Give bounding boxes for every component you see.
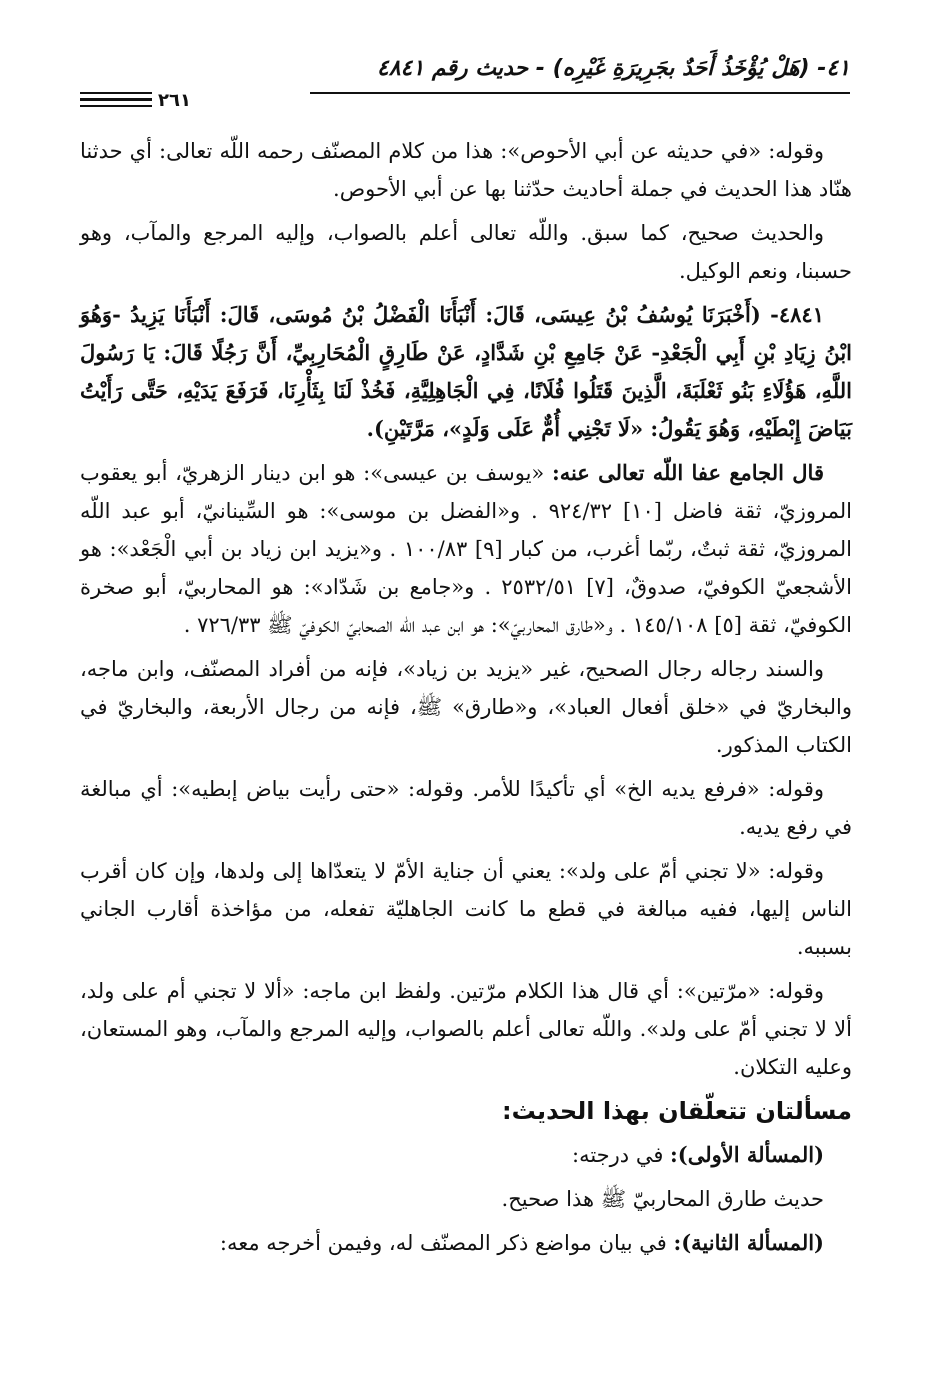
paragraph-twice: وقوله: «مرّتين»: أي قال هذا الكلام مرّتين. ولفظ ابن ماجه: «ألا لا تجني أم على ولد، ألا لا تجني أمّ على ولد». واللّه تعالى أعلم بالصواب، وإليه المرجع والمآب، وهو المستعان، وعليه التكلان. xyxy=(80,979,852,1079)
paragraph-mother-crime: وقوله: «لا تجني أمّ على ولد»: يعني أن جناية الأمّ لا يتعدّاها إلى ولدها، وإن كان أقرب الناس إليها، ففيه مبالغة في قطع ما كانت الجاهليّة تفعله، من مؤاخذة أقارب الجاني بسببه. xyxy=(80,859,852,959)
page-header xyxy=(80,52,850,111)
hadith-text: ٤٨٤١- (أَخْبَرَنَا يُوسُفُ بْنُ عِيسَى، قَالَ: أَنْبَأَنَا الْفَضْلُ بْنُ مُوسَى، قَالَ: أَنْبَأَنَا يَزِيدُ -وَهُوَ ابْنُ زِيَادِ بْنِ أَبِي الْجَعْدِ- عَنْ جَامِعِ بْنِ شَدَّادٍ، عَنْ طَارِقٍ الْمُحَارِبِيِّ، أَنَّ رَجُلًا قَالَ: يَا رَسُولَ اللَّهِ، هَؤُلَاءِ بَنُو ثَعْلَبَةَ، الَّذِينَ قَتَلُوا فُلَانًا، فِي الْجَاهِلِيَّةِ، فَخُذْ لَنَا بِثَأْرِنَا، فَرَفَعَ يَدَيْهِ، حَتَّى رَأَيْتُ بَيَاضَ إِبْطَيْهِ، وَهُوَ يَقُولُ: «لَا تَجْنِي أُمٌّ عَلَى وَلَدٍ»، مَرَّتَيْنِ). xyxy=(80,302,852,441)
question-1-text: في درجته: xyxy=(572,1143,671,1167)
paragraph-commentary-1: وقوله: «في حديثه عن أبي الأحوص»: هذا من كلام المصنّف رحمه اللّه تعالى: أي حدثنا هنّاد هذا الحديث في جملة أحاديث حدّثنا بها عن أبي الأحوص. xyxy=(80,139,852,201)
running-title: ٤١- (هَلْ يُؤْخَذُ أَحَدٌ بجَرِيرَةِ غَيْرِه) - حديث رقم ٤٨٤١ xyxy=(376,56,850,81)
paragraph-isnad: والسند رجاله رجال الصحيح، غير «يزيد بن زياد»، فإنه من أفراد المصنّف، وابن ماجه، والبخاريّ في «خلق أفعال العباد»، و«طارق» ﷺ، فإنه من رجال الأربعة، والبخاريّ في الكتاب المذكور. xyxy=(80,657,852,757)
paragraph-commentary-2: والحديث صحيح، كما سبق. واللّه تعالى أعلم بالصواب، وإليه المرجع والمآب، وهو حسبنا، ونعم الوكيل. xyxy=(80,221,852,283)
question-1 xyxy=(80,1136,852,1174)
jami-label: قال الجامع عفا اللّه تعالى عنه: xyxy=(551,460,824,485)
narrators-text: «يوسف بن عيسى»: هو ابن دينار الزهريّ، أبو يعقوب المروزيّ، ثقة فاضل [١٠] ٩٢٤/٣٢ . و«الفضل بن موسى»: هو السِّينانيّ، أبو عبد اللّه المروزيّ، ثقة ثبتٌ، ربّما أغرب، من كبار [٩] ١٠٠/٨٣ . و«يزيد ابن زياد بن أبي الْجَعْد»: هو الأشجعيّ الكوفيّ، صدوقٌ، [٧] ٢٥٣٢/٥١ . و«جامع بن شَدّاد»: هو المحاربيّ، أبو صخرة الكوفيّ، ثقة [٥] ١٤٥/١٠٨ . و«طارق المحاربيّ»: هو ابن عبد اللّه الصحابيّ الكوفيّ ﷺ ٧٢٦/٣٣ . xyxy=(80,461,853,637)
paragraph-raising-hands: وقوله: «فرفع يديه الخ» أي تأكيدًا للأمر. وقوله: «حتى رأيت بياض إبطيه»: أي مبالغة في رفع يديه. xyxy=(80,777,852,839)
question-2 xyxy=(80,1224,852,1262)
paragraph-narrators xyxy=(80,454,852,644)
header-rule xyxy=(310,92,850,94)
question-1-label: (المسألة الأولى): xyxy=(670,1142,824,1167)
question-2-label: (المسألة الثانية): xyxy=(673,1230,824,1255)
page-number: ٢٦١ xyxy=(158,90,191,111)
question-1-answer: حديث طارق المحاربيّ ﷺ هذا صحيح. xyxy=(501,1187,824,1211)
main-text xyxy=(80,132,852,1268)
section-title: مسألتان تتعلّقان بهذا الحديث: xyxy=(502,1097,852,1125)
question-2-text: في بيان مواضع ذكر المصنّف له، وفيمن أخرجه معه: xyxy=(219,1231,674,1255)
